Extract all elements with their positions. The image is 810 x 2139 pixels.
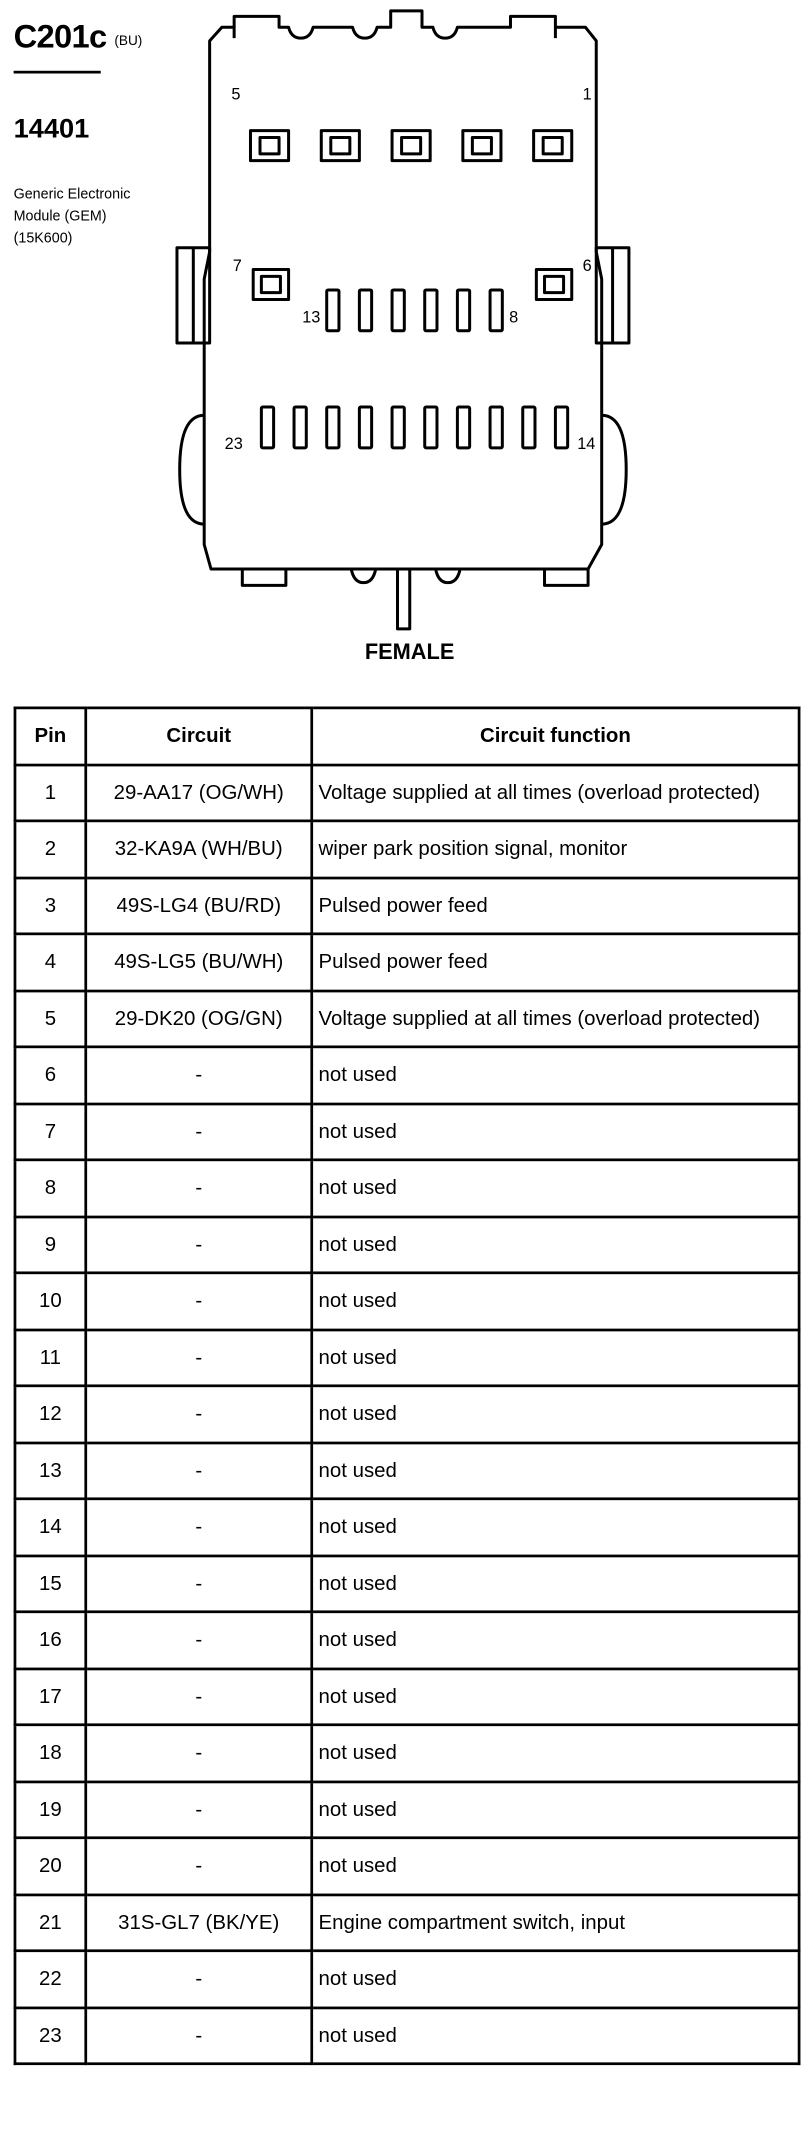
pin-cell: 19 [15,1781,86,1837]
table-row [15,990,799,1046]
pin-label-14: 14 [577,435,596,454]
table-row [15,1725,799,1781]
function-cell: not used [312,1386,799,1442]
cavity-square-inner [261,276,280,292]
function-cell: wiper park position signal, monitor [312,821,799,877]
function-cell: not used [312,1499,799,1555]
function-cell: not used [312,1216,799,1272]
table-row [15,877,799,933]
function-cell: Pulsed power feed [312,934,799,990]
cavity-slot [523,407,535,448]
circuit-cell: 32-KA9A (WH/BU) [86,821,312,877]
cavity-square [253,270,288,300]
circuit-cell: - [86,1668,312,1724]
pin-label-5: 5 [231,85,241,104]
pin-cell: 2 [15,821,86,877]
function-cell: not used [312,1612,799,1668]
table-body [15,764,799,2063]
table-row [15,1273,799,1329]
cavity-square [392,131,430,161]
cavity-square [463,131,501,161]
pin-label-13: 13 [302,308,321,327]
description-line: Module (GEM) [13,208,107,225]
cavity-square [250,131,288,161]
pinout-table [14,707,801,2066]
function-cell: not used [312,2007,799,2063]
description-line: (15K600) [13,230,73,247]
header-circuit: Circuit [86,708,312,764]
table-row [15,1386,799,1442]
cavity-square-inner [402,137,421,153]
bottom-latch-mid-right [436,569,461,583]
circuit-cell: - [86,1103,312,1159]
pin-cell: 4 [15,934,86,990]
table-row [15,1838,799,1894]
circuit-cell: - [86,1442,312,1498]
table-row [15,1329,799,1385]
part-number: 14401 [13,114,90,145]
pin-cell: 16 [15,1612,86,1668]
header-function: Circuit function [312,708,799,764]
pin-cell: 13 [15,1442,86,1498]
cavity-slot [261,407,273,448]
function-cell: not used [312,1668,799,1724]
table-row [15,1612,799,1668]
table-row [15,1894,799,1950]
circuit-cell: 29-AA17 (OG/WH) [86,764,312,820]
table-row [15,1951,799,2007]
table-row [15,1047,799,1103]
cavity-slot [359,407,371,448]
pin-cell: 11 [15,1329,86,1385]
circuit-cell: - [86,1725,312,1781]
table-row [15,764,799,820]
circuit-cell: - [86,1612,312,1668]
table-row [15,1555,799,1611]
cavity-slot [392,290,404,331]
gender-label: FEMALE [364,641,455,665]
table-row [15,1216,799,1272]
cavity-slot [327,290,339,331]
pin-cell: 14 [15,1499,86,1555]
pin-label-23: 23 [224,435,243,454]
circuit-cell: - [86,1329,312,1385]
cavity-square [321,131,359,161]
cavity-slot [425,290,437,331]
function-cell: Pulsed power feed [312,877,799,933]
pin-cell: 7 [15,1103,86,1159]
cavity-slot [555,407,567,448]
pin-cell: 8 [15,1160,86,1216]
inner-edge [234,27,555,38]
table-header-row [15,708,799,764]
cavity-slot [490,290,502,331]
circuit-cell: - [86,1273,312,1329]
function-cell: not used [312,1951,799,2007]
cavity-slot [294,407,306,448]
function-cell: Voltage supplied at all times (overload protected) [312,764,799,820]
pin-cell: 1 [15,764,86,820]
pin-cell: 5 [15,990,86,1046]
pin-cell: 15 [15,1555,86,1611]
cavity-slot [457,290,469,331]
header-pin: Pin [15,708,86,764]
cavity-square-inner [543,137,562,153]
circuit-cell: - [86,1555,312,1611]
function-cell: Engine compartment switch, input [312,1894,799,1950]
pin-label-6: 6 [582,256,592,275]
circuit-cell: - [86,1781,312,1837]
circuit-cell: 49S-LG5 (BU/WH) [86,934,312,990]
circuit-cell: 29-DK20 (OG/GN) [86,990,312,1046]
pin-cell: 22 [15,1951,86,2007]
pin-cell: 3 [15,877,86,933]
function-cell: not used [312,1103,799,1159]
circuit-cell: - [86,1838,312,1894]
cavity-slot [327,407,339,448]
bottom-latch-left [242,569,286,585]
table-row [15,1160,799,1216]
circuit-cell: 31S-GL7 (BK/YE) [86,1894,312,1950]
function-cell: not used [312,1555,799,1611]
function-cell: not used [312,1442,799,1498]
cavity-slot [457,407,469,448]
table-row [15,1442,799,1498]
function-cell: not used [312,1160,799,1216]
cavity-square [534,131,572,161]
pin-label-8: 8 [509,308,519,327]
cavity-row-middle [327,290,503,331]
cavity-square-inner [545,276,564,292]
function-cell: Voltage supplied at all times (overload protected) [312,990,799,1046]
circuit-cell: - [86,1216,312,1272]
cavity-slot [392,407,404,448]
pin-cell: 21 [15,1894,86,1950]
function-cell: not used [312,1047,799,1103]
cavity-square-inner [260,137,279,153]
circuit-cell: - [86,1499,312,1555]
table-row [15,2007,799,2063]
bottom-latch-mid-left [351,569,376,583]
pin-cell: 12 [15,1386,86,1442]
connector-id: C201c [13,19,107,56]
left-side-bump [180,415,205,524]
pin-cell: 18 [15,1725,86,1781]
pin-label-7: 7 [232,256,242,275]
cavity-row-top [250,131,571,161]
description-line: Generic Electronic [13,186,131,203]
circuit-cell: - [86,1386,312,1442]
table-row [15,1668,799,1724]
circuit-cell: - [86,2007,312,2063]
pin-cell: 10 [15,1273,86,1329]
cavity-slot [359,290,371,331]
circuit-cell: - [86,1160,312,1216]
cavity-slot [490,407,502,448]
pin-cell: 6 [15,1047,86,1103]
circuit-cell: - [86,1047,312,1103]
connector-color: (BU) [114,34,143,50]
function-cell: not used [312,1781,799,1837]
right-side-bump [602,415,627,524]
table-row [15,1781,799,1837]
connector-face-diagram [0,0,810,640]
table-row [15,1499,799,1555]
cavity-row-bottom [261,407,567,448]
function-cell: not used [312,1725,799,1781]
function-cell: not used [312,1329,799,1385]
function-cell: not used [312,1273,799,1329]
function-cell: not used [312,1838,799,1894]
cavity-square-inner [472,137,491,153]
pin-cell: 9 [15,1216,86,1272]
bottom-latch-right [545,569,589,585]
table-row [15,821,799,877]
pin-cell: 17 [15,1668,86,1724]
center-key [397,569,409,629]
circuit-cell: - [86,1951,312,2007]
cavity-square [536,270,571,300]
pin-cell: 23 [15,2007,86,2063]
table-row [15,1103,799,1159]
table-row [15,934,799,990]
pin-cell: 20 [15,1838,86,1894]
cavity-square-inner [331,137,350,153]
circuit-cell: 49S-LG4 (BU/RD) [86,877,312,933]
pin-label-1: 1 [582,85,592,104]
cavity-slot [425,407,437,448]
